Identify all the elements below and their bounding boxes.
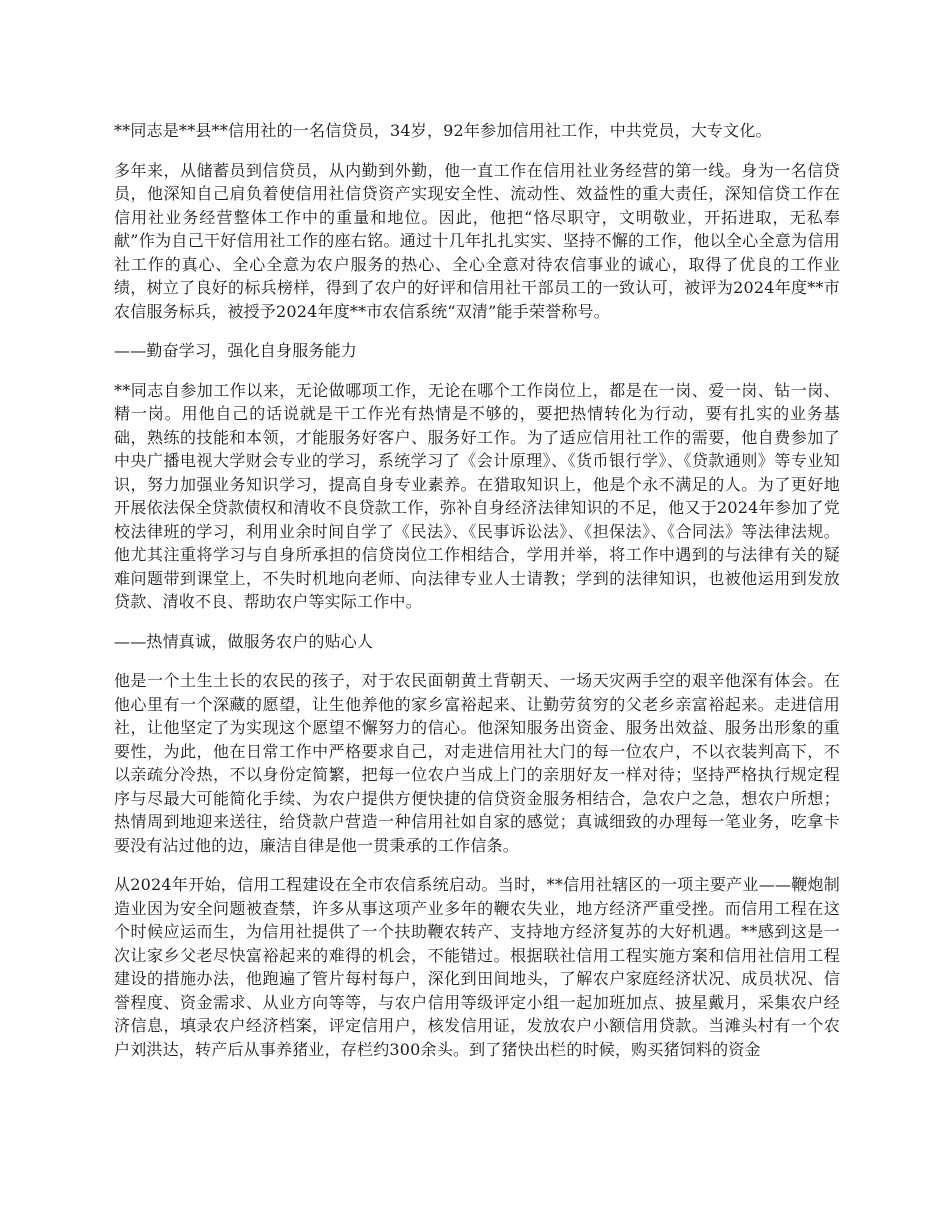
paragraph-intro: **同志是**县**信用社的一名信贷员，34岁，92年参加信用社工作，中共党员，大专文化。	[114, 121, 772, 140]
section-heading-study: ——勤奋学习，强化自身服务能力	[114, 341, 358, 360]
paragraph-career: 多年来，从储蓄员到信贷员，从内勤到外勤，他一直工作在信用社业务经营的第一线。身为一名信贷员，他深知自己肩负着使信用社信贷资产实现安全性、流动性、效益性的重大责任，深知信贷工作在信用社业务经营整体工作中的重量和地位。因此，他把“恪尽职守，文明敬业，开拓进取，无私奉献”作为自己干好信用社工作的座右铭。通过十几年扎扎实实、坚持不懈的工作，他以全心全意为信用社工作的真心、全心全意为农户服务的热心、全心全意对待农信事业的诚心，取得了优良的工作业绩，树立了良好的标兵榜样，得到了农户的好评和信用社干部员工的一致认可，被评为2024年度**市农信服务标兵，被授予2024年度**市农信系统“双清”能手荣誉称号。	[114, 160, 840, 321]
section-heading-service: ——热情真诚，做服务农户的贴心人	[114, 631, 374, 651]
paragraph-study: **同志自参加工作以来，无论做哪项工作，无论在哪个工作岗位上，都是在一岗、爱一岗、钻一岗、精一岗。用他自己的话说就是干工作光有热情是不够的，要把热情转化为行动，要有扎实的业务基础，熟练的技能和本领，才能服务好客户、服务好工作。为了适应信用社工作的需要，他自费参加了中央广播电视大学财会专业的学习，系统学习了《会计原理》、《货币银行学》、《贷款通则》等专业知识，努力加强业务知识学习，提高自身专业素养。在猎取知识上，他是个永不满足的人。为了更好地开展依法保全贷款债权和清收不良贷款工作，弥补自身经济法律知识的不足，他又于2024年参加了党校法律班的学习，利用业余时间自学了《民法》、《民事诉讼法》、《担保法》、《合同法》等法律法规。他尤其注重将学习与自身所承担的信贷岗位工作相结合，学用并举，将工作中遇到的与法律有关的疑难问题带到课堂上，不失时机地向老师、向法律专业人士请教；学到的法律知识，也被他运用到发放贷款、清收不良、帮助农户等实际工作中。	[114, 380, 840, 611]
paragraph-credit-project: 从2024年开始，信用工程建设在全市农信系统启动。当时，**信用社辖区的一项主要产业——鞭炮制造业因为安全问题被查禁，许多从事这项产业多年的鞭农失业，地方经济严重受挫。而信用工程在这个时候应运而生，为信用社提供了一个扶助鞭农转产、支持地方经济复苏的大好机遇。**感到这是一次让家乡父老尽快富裕起来的难得的机会，不能错过。根据联社信用工程实施方案和信用社信用工程建设的措施办法，他跑遍了管片每村每户，深化到田间地头，了解农户家庭经济状况、成员状况、信誉程度、资金需求、从业方向等等，与农户信用等级评定小组一起加班加点、披星戴月，采集农户经济信息，填录农户经济档案，评定信用户，核发信用证，发放农户小额信用贷款。当滩头村有一个农户刘洪达，转产后从事养猪业，存栏约300余头。到了猪快出栏的时候，购买猪饲料的资金	[114, 875, 840, 1059]
paragraph-service: 他是一个土生土长的农民的孩子，对于农民面朝黄土背朝天、一场天灾两手空的艰辛他深有体会。在他心里有一个深藏的愿望，让生他养他的家乡富裕起来、让勤劳贫穷的父老乡亲富裕起来。走进信用社，让他坚定了为实现这个愿望不懈努力的信心。他深知服务出资金、服务出效益、服务出形象的重要性，为此，他在日常工作中严格要求自己，对走进信用社大门的每一位农户，不以衣装判高下，不以亲疏分冷热，不以身份定简繁，把每一位农户当成上门的亲朋好友一样对待；坚持严格执行规定程序与尽最大可能简化手续、为农户提供方便快捷的信贷资金服务相结合，急农户之急，想农户所想；热情周到地迎来送往，给贷款户营造一种信用社如自家的感觉；真诚细致的办理每一笔业务，吃拿卡要没有沾过他的边，廉洁自律是他一贯秉承的工作信条。	[114, 671, 840, 855]
